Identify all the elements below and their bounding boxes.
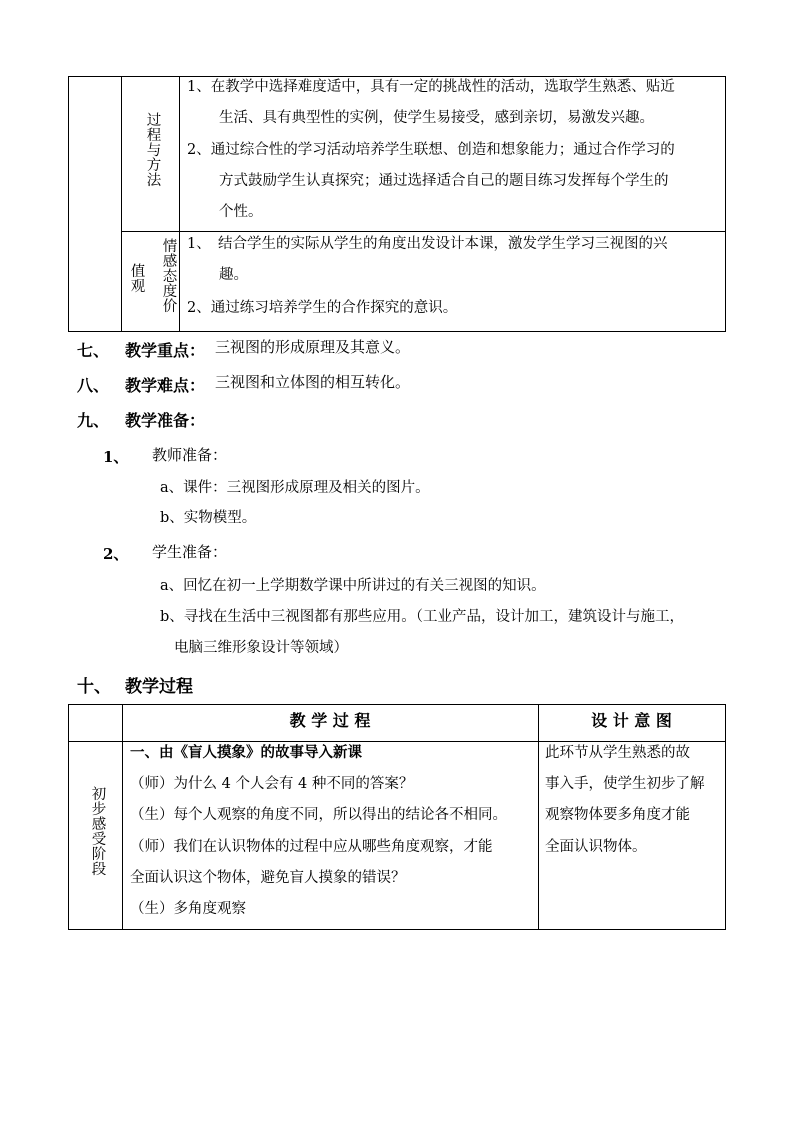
student-prep-title: 学生准备： [152,543,228,561]
process-line-6: （生）多角度观察 [130,901,246,917]
intent-line-1: 此环节从学生熟悉的故 [545,745,690,761]
section-8-title: 教学难点： [125,376,206,395]
process-line-5: 全面认识这个物体，避免盲人摸象的错误？ [130,870,406,886]
section-10-number: 十、 [77,677,111,697]
section-10-title: 教学过程 [125,677,193,697]
intent-line-4: 全面认识物体。 [545,839,647,855]
section-8-number: 八、 [77,376,110,395]
section-7-title: 教学重点： [125,341,206,360]
teacher-prep-title: 教师准备： [152,446,228,464]
intent-line-2: 事入手，使学生初步了解 [545,776,705,792]
process-item-1-line1: 1、在教学中选择难度适中，具有一定的挑战性的活动，选取学生熟悉、贴近 [187,79,675,95]
section-9-title: 教学准备： [125,411,206,430]
emotion-item-1-line1: 1、 结合学生的实际从学生的角度出发设计本课，激发学生学习三视图的兴 [187,236,668,252]
teacher-prep-item-a: a、课件：三视图形成原理及相关的图片。 [160,480,430,496]
process-line-4: （师）我们在认识物体的过程中应从哪些角度观察，才能 [130,839,493,855]
process-item-1-line2: 生活、具有典型性的实例，使学生易接受，感到亲切，易激发兴趣。 [219,110,654,126]
emotion-item-2-line1: 2、通过练习培养学生的合作探究的意识。 [187,300,458,316]
process-line-1: 一、由《盲人摸象》的故事导入新课 [130,744,362,761]
student-prep-number: 2、 [103,545,129,563]
emotion-item-1-line2: 趣。 [219,267,248,283]
student-prep-item-a: a、回忆在初一上学期数学课中所讲过的有关三视图的知识。 [160,578,546,594]
process-item-2-line1: 2、通过综合性的学习活动培养学生联想、创造和想象能力；通过合作学习的 [187,142,675,158]
intent-line-3: 观察物体要多角度才能 [545,807,690,823]
header-design-intent: 设 计 意 图 [591,711,672,730]
label-process-method: 过程与方法 [146,113,162,189]
header-teaching-process: 教 学 过 程 [289,711,371,730]
section-7-number: 七、 [77,341,110,360]
teacher-prep-number: 1、 [103,448,129,466]
student-prep-item-b: b、寻找在生活中三视图都有那些应用。（工业产品，设计加工，建筑设计与施工， [160,609,685,625]
section-7-text: 三视图的形成原理及其意义。 [215,338,411,356]
stage-label: 初步感受阶段 [91,787,107,878]
process-line-3: （生）每个人观察的角度不同，所以得出的结论各不相同。 [130,807,507,823]
process-line-2: （师）为什么 4 个人会有 4 种不同的答案？ [130,776,414,792]
section-9-number: 九、 [77,411,110,430]
process-item-2-line2: 方式鼓励学生认真探究；通过选择适合自己的题目练习发挥每个学生的 [219,173,669,189]
process-item-2-line3: 个性。 [219,204,263,220]
label-values: 值观 [130,264,146,295]
student-prep-item-b-cont: 电脑三维形象设计等领域） [174,640,348,656]
section-8-text: 三视图和立体图的相互转化。 [215,373,411,391]
teacher-prep-item-b: b、实物模型。 [160,510,257,526]
label-emotion-attitude: 情感态度价 [162,239,178,315]
